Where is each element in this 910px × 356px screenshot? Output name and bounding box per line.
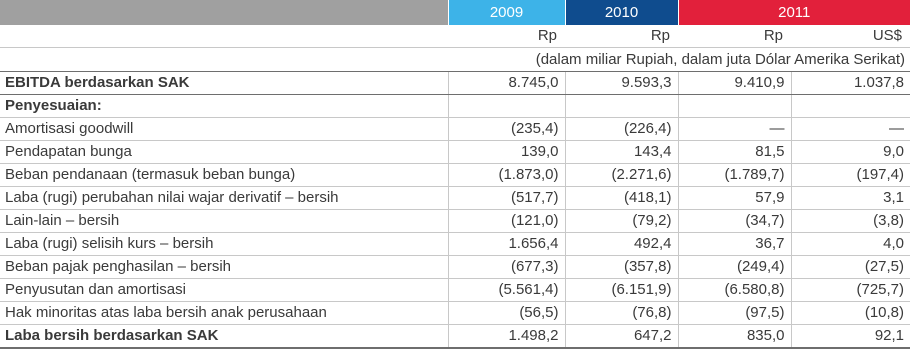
value-2009: 1.498,2 (448, 325, 565, 349)
value-2011-usd: (725,7) (791, 279, 910, 302)
year-2011-header: 2011 (678, 0, 910, 25)
row-label: Laba (rugi) perubahan nilai wajar derivatif – bersih (0, 187, 448, 210)
value-2010: 647,2 (565, 325, 678, 349)
table-row (0, 233, 910, 256)
row-label: Penyesuaian: (0, 95, 448, 118)
value-2011-rp (678, 95, 791, 118)
table-row (0, 72, 910, 95)
value-2011-rp: 81,5 (678, 141, 791, 164)
currency-2009: Rp (448, 25, 565, 48)
currency-2011-usd: US$ (791, 25, 910, 48)
table-row (0, 279, 910, 302)
value-2010: (76,8) (565, 302, 678, 325)
value-2011-rp: 36,7 (678, 233, 791, 256)
row-label: Penyusutan dan amortisasi (0, 279, 448, 302)
currency-row-blank (0, 25, 448, 48)
row-label: Hak minoritas atas laba bersih anak perusahaan (0, 302, 448, 325)
value-2010: 143,4 (565, 141, 678, 164)
value-2011-rp: 57,9 (678, 187, 791, 210)
value-2011-usd: 4,0 (791, 233, 910, 256)
value-2009: (517,7) (448, 187, 565, 210)
row-label: Pendapatan bunga (0, 141, 448, 164)
value-2009: 1.656,4 (448, 233, 565, 256)
value-2010: 9.593,3 (565, 72, 678, 95)
row-label: Lain-lain – bersih (0, 210, 448, 233)
unit-row-blank (0, 48, 448, 72)
unit-note: (dalam miliar Rupiah, dalam juta Dólar Amerika Serikat) (448, 48, 910, 72)
year-2010-header: 2010 (565, 0, 678, 25)
value-2011-rp: (249,4) (678, 256, 791, 279)
value-2010: (6.151,9) (565, 279, 678, 302)
table-row (0, 164, 910, 187)
row-label: Laba (rugi) selisih kurs – bersih (0, 233, 448, 256)
row-label: Beban pendanaan (termasuk beban bunga) (0, 164, 448, 187)
table-row (0, 187, 910, 210)
value-2011-usd: (10,8) (791, 302, 910, 325)
value-2010: (2.271,6) (565, 164, 678, 187)
value-2009: (5.561,4) (448, 279, 565, 302)
table-row (0, 210, 910, 233)
value-2009: 139,0 (448, 141, 565, 164)
row-label: Amortisasi goodwill (0, 118, 448, 141)
value-2011-usd: — (791, 118, 910, 141)
value-2010: (226,4) (565, 118, 678, 141)
value-2009: 8.745,0 (448, 72, 565, 95)
currency-2010: Rp (565, 25, 678, 48)
value-2011-usd: (27,5) (791, 256, 910, 279)
value-2011-usd: 1.037,8 (791, 72, 910, 95)
table-row (0, 302, 910, 325)
value-2011-usd: 9,0 (791, 141, 910, 164)
table-row (0, 95, 910, 118)
value-2009 (448, 95, 565, 118)
value-2010: 492,4 (565, 233, 678, 256)
value-2011-rp: 9.410,9 (678, 72, 791, 95)
value-2009: (121,0) (448, 210, 565, 233)
value-2010: (357,8) (565, 256, 678, 279)
table-row (0, 256, 910, 279)
table-row (0, 141, 910, 164)
currency-2011-rp: Rp (678, 25, 791, 48)
value-2011-rp: — (678, 118, 791, 141)
value-2011-usd: (197,4) (791, 164, 910, 187)
value-2010: (418,1) (565, 187, 678, 210)
row-label: Beban pajak penghasilan – bersih (0, 256, 448, 279)
row-label: EBITDA berdasarkan SAK (0, 72, 448, 95)
value-2010: (79,2) (565, 210, 678, 233)
table-row (0, 325, 910, 349)
header-blank-cell (0, 0, 448, 25)
table-row (0, 118, 910, 141)
value-2011-rp: (6.580,8) (678, 279, 791, 302)
value-2011-usd (791, 95, 910, 118)
unit-note-row (0, 48, 910, 72)
value-2010 (565, 95, 678, 118)
year-2009-header: 2009 (448, 0, 565, 25)
value-2011-rp: (1.789,7) (678, 164, 791, 187)
year-header-row (0, 0, 910, 25)
row-label: Laba bersih berdasarkan SAK (0, 325, 448, 349)
value-2011-rp: (34,7) (678, 210, 791, 233)
value-2011-rp: (97,5) (678, 302, 791, 325)
value-2011-rp: 835,0 (678, 325, 791, 349)
value-2011-usd: 92,1 (791, 325, 910, 349)
currency-row (0, 25, 910, 48)
value-2009: (56,5) (448, 302, 565, 325)
value-2009: (235,4) (448, 118, 565, 141)
value-2011-usd: (3,8) (791, 210, 910, 233)
value-2011-usd: 3,1 (791, 187, 910, 210)
value-2009: (677,3) (448, 256, 565, 279)
value-2009: (1.873,0) (448, 164, 565, 187)
